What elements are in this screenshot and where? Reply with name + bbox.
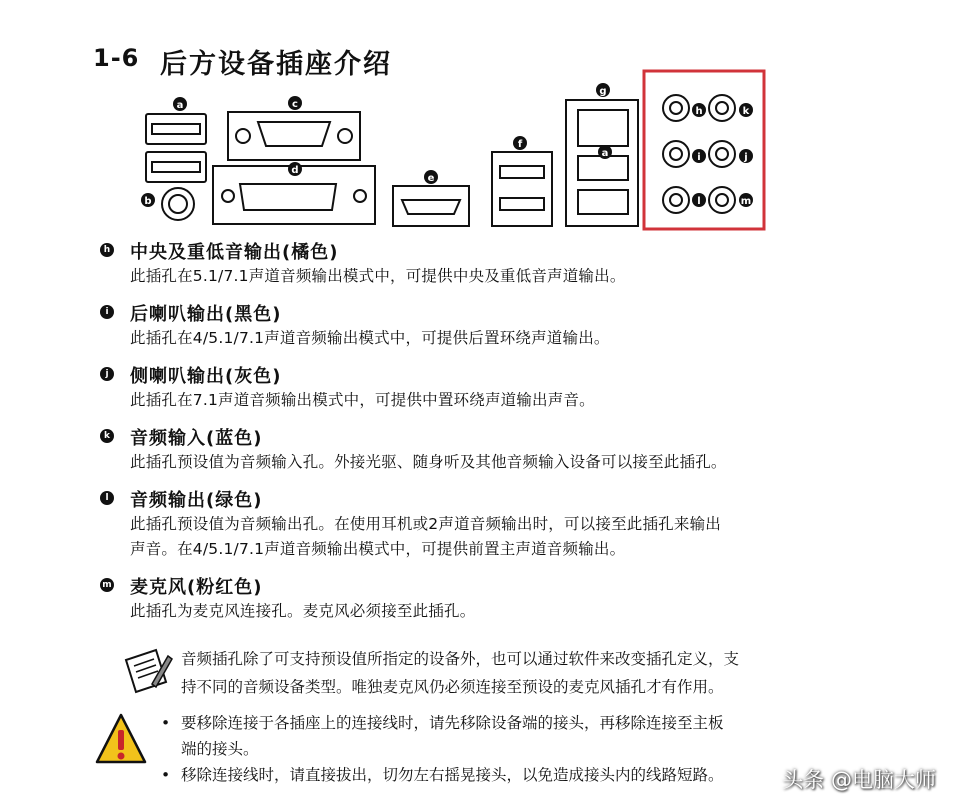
item-bullet: h [100,243,114,257]
label-j: j [744,152,748,163]
vga-plate [228,112,360,160]
section-title: 后方设备插座介绍 [160,49,392,80]
item-desc: 此插孔预设值为音频输出孔。在使用耳机或2声道音频输出时，可以接至此插孔来输出 [130,515,721,533]
item-title: 侧喇叭输出(灰色) [130,366,282,387]
section-number: 1-6 [93,44,140,72]
rear-panel-diagram [0,0,954,240]
note-pencil-icon [122,644,174,696]
item-bullet: i [100,305,114,319]
note-line: 音频插孔除了可支持预设值所指定的设备外，也可以通过软件来改变插孔定义，支 [181,650,740,668]
warning-bullet: • [161,766,171,784]
label-i: i [697,152,701,163]
label-l: l [697,196,701,207]
item-bullet: m [100,578,114,592]
list-item [100,573,900,624]
item-title: 音频输入(蓝色) [130,428,263,449]
list-item [100,300,900,351]
usb-port [146,152,206,182]
item-title: 音频输出(绿色) [130,490,263,511]
label-m: m [740,196,752,207]
item-bullet: j [100,367,114,381]
list-item [100,424,900,475]
warning-line [161,712,724,735]
note-text [181,645,739,701]
item-title: 后喇叭输出(黑色) [130,304,282,325]
warning-continuation: 端的接头。 [181,740,259,758]
item-desc: 此插孔预设值为音频输入孔。外接光驱、随身听及其他音频输入设备可以接至此插孔。 [130,453,727,471]
note-line: 持不同的音频设备类型。唯独麦克风仍必须连接至预设的麦克风插孔才有作用。 [181,678,724,696]
label-c: c [292,99,298,110]
item-desc: 声音。在4/5.1/7.1声道音频输出模式中，可提供前置主声道音频输出。 [130,540,626,558]
usb3-port [492,152,552,226]
warning-text: 要移除连接于各插座上的连接线时，请先移除设备端的接头，再移除连接至主板 [181,714,724,732]
warning-bullet: • [161,714,171,732]
label-k: k [742,106,750,117]
label-e: e [427,173,435,184]
label-a2: a [601,148,609,159]
label-b: b [144,196,152,207]
label-d: d [291,165,299,176]
label-a: a [176,100,184,111]
watermark: 头条 @电脑大师 [782,768,936,792]
item-title: 麦克风(粉红色) [130,577,263,598]
item-desc: 此插孔在5.1/7.1声道音频输出模式中，可提供中央及重低音声道输出。 [130,267,626,285]
warning-line [161,764,724,787]
item-desc: 此插孔在4/5.1/7.1声道音频输出模式中，可提供后置环绕声道输出。 [130,329,610,347]
list-item [100,486,900,562]
item-bullet: k [100,429,114,443]
item-desc: 此插孔在7.1声道音频输出模式中，可提供中置环绕声道输出声音。 [130,391,595,409]
usb-port [146,114,206,144]
label-f: f [517,139,523,150]
list-item [100,238,900,289]
warning-text: 移除连接线时，请直接拔出，切勿左右摇晃接头，以免造成接头内的线路短路。 [181,766,724,784]
item-title: 中央及重低音输出(橘色) [130,242,339,263]
label-h: h [695,106,703,117]
item-bullet: l [100,491,114,505]
label-g: g [599,86,607,97]
item-desc: 此插孔为麦克风连接孔。麦克风必须接至此插孔。 [130,602,476,620]
list-item [100,362,900,413]
ps2-port [162,188,194,220]
warning-icon [95,712,147,766]
